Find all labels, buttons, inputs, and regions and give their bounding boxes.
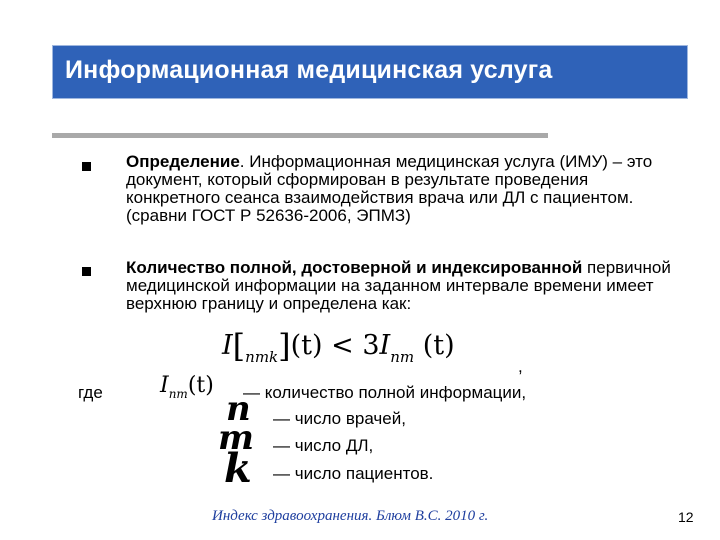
formula-operator: < 3 xyxy=(331,330,380,361)
definition-text: . Информационная медицинская услуга (ИМУ) – это документ, который сформирован в результате проведения конкретного сеанса взаимодействия врача или ДЛ с пациентом. (сравни ГОСТ Р 52636-2006, ЭПМЗ) xyxy=(126,152,653,225)
upper-bound-formula: $I[_{nmk}](t) < 3I_{nm}$ (t) xyxy=(222,327,455,366)
definition-line-n: — число врачей, xyxy=(273,409,406,428)
where-label: где xyxy=(78,383,103,402)
page-number: 12 xyxy=(678,509,694,525)
formula-rhs-symbol: I xyxy=(379,330,391,361)
bullet-marker-2 xyxy=(82,267,91,276)
definition-term: Определение xyxy=(126,152,240,171)
slide-title: Информационная медицинская услуга xyxy=(65,56,553,84)
bullet-marker-1 xyxy=(82,162,91,171)
title-bar xyxy=(52,45,688,99)
formula-comma: , xyxy=(518,357,523,376)
quantity-text: первичной медицинской информации на заданном интервале времени имеет верхнюю границу и определена как: xyxy=(126,258,671,313)
formula-rhs-arg: (t) xyxy=(422,330,455,361)
formula-lhs-sub: nmk xyxy=(245,348,279,366)
quantity-term: Количество полной, достоверной и индексированной xyxy=(126,258,583,277)
definition-line-inm: — количество полной информации, xyxy=(243,383,527,402)
formula-lhs-symbol: I xyxy=(222,330,233,361)
footer-citation: Индекс здравоохранения. Блюм В.С. 2010 г. xyxy=(212,508,489,524)
definition-symbol-inm: $I_{nm}(t)$ xyxy=(160,373,214,401)
definition-line-k: — число пациентов. xyxy=(273,464,434,483)
divider-rule xyxy=(52,133,548,138)
definition-paragraph xyxy=(126,153,686,225)
definition-symbol-n: n xyxy=(226,389,251,429)
formula-rhs-sub: nm xyxy=(390,348,415,366)
definition-symbol-m: m xyxy=(218,418,254,458)
definition-symbol-k: k xyxy=(224,445,252,492)
quantity-paragraph xyxy=(126,259,686,313)
formula-arg: (t) xyxy=(290,330,323,361)
definition-line-m: — число ДЛ, xyxy=(273,436,374,455)
